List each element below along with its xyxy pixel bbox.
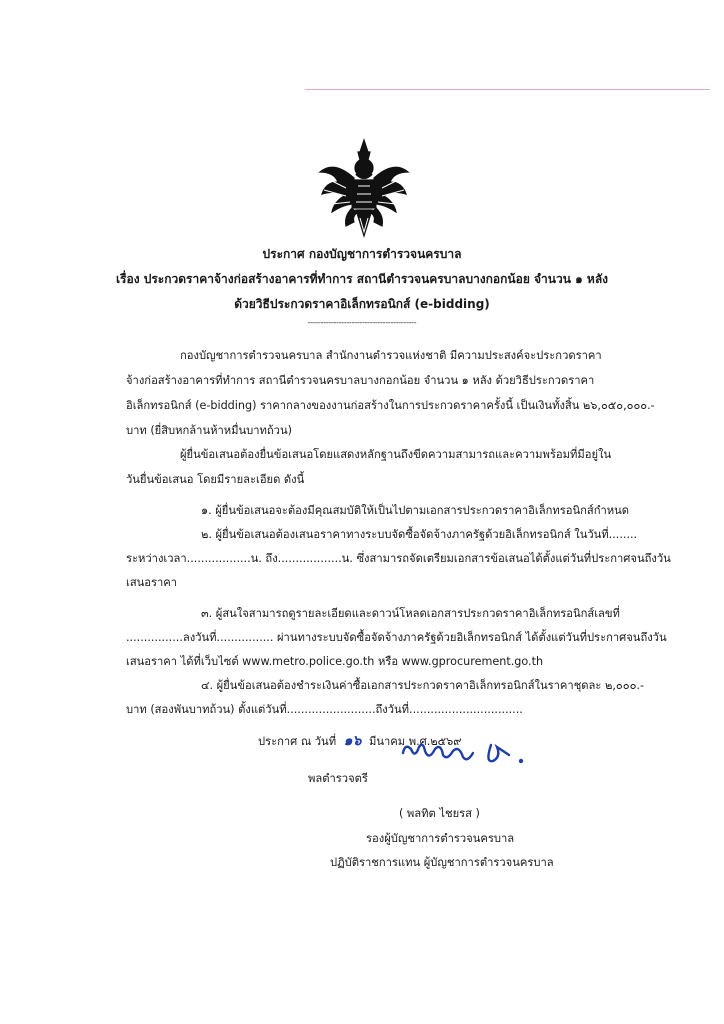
item-3-line: ๓. ผู้สนใจสามารถดูรายละเอียดและดาวน์โหลดเอกสารประกวดราคาอิเล็กทรอนิกส์เลขที่ xyxy=(201,607,620,620)
date-prefix: ประกาศ ณ วันที่ xyxy=(258,735,337,748)
paragraph-2-line: วันยื่นข้อเสนอ โดยมีรายละเอียด ดังนี้ xyxy=(126,473,305,486)
paragraph-1-line: อิเล็กทรอนิกส์ (e-bidding) ราคากลางของงานก่อสร้างในการประกวดราคาครั้งนี้ เป็นเงินทั้งสิ้น ๒๖,๐๕๐,๐๐๐.- xyxy=(126,399,655,412)
signer-name: ( พลทิต ไชยรส ) xyxy=(399,807,480,820)
signer-rank: พลตำรวจตรี xyxy=(308,772,368,785)
paragraph-2-line: ผู้ยื่นข้อเสนอต้องยื่นข้อเสนอโดยแสดงหลักฐานถึงขีดความสามารถและความพร้อมที่มีอยู่ใน xyxy=(180,448,612,461)
top-divider xyxy=(305,89,710,90)
header-separator: ------------------------------------------ xyxy=(307,318,417,327)
item-3-line: เสนอราคา ได้ที่เว็บไซต์ www.metro.police.go.th หรือ www.gprocurement.go.th xyxy=(126,655,544,668)
title-line-3-text: ด้วยวิธีประกวดราคาอิเล็กทรอนิกส์ (e-bidding) xyxy=(234,297,490,311)
item-4-line: บาท (สองพันบาทถ้วน) ตั้งแต่วันที่.........................ถึงวันที่................................ xyxy=(126,703,523,716)
paragraph-1-line: จ้างก่อสร้างอาคารที่ทำการ สถานีตำรวจนครบาลบางกอกน้อย จำนวน ๑ หลัง ด้วยวิธีประกวดราคา xyxy=(126,374,595,387)
title-line-2: เรื่อง ประกวดราคาจ้างก่อสร้างอาคารที่ทำการ สถานีตำรวจนครบาลบางกอกน้อย จำนวน ๑ หลัง xyxy=(115,272,609,286)
date-day-handwritten: ๑๖ xyxy=(343,733,362,749)
signer-position-1: รองผู้บัญชาการตำรวจนครบาล xyxy=(366,832,515,845)
item-1-line: ๑. ผู้ยื่นข้อเสนอจะต้องมีคุณสมบัติให้เป็นไปตามเอกสารประกวดราคาอิเล็กทรอนิกส์กำหนด xyxy=(201,504,630,517)
item-3-line: ................ลงวันที่................ ผ่านทางระบบจัดซื้อจัดจ้างภาครัฐด้วยอิเล็กทรอนิกส์ ได้ตั้งแต่วันที่ประกาศจนถึงวัน xyxy=(126,631,667,644)
garuda-emblem-icon xyxy=(316,138,412,238)
item-2-line: ระหว่างเวลา..................น. ถึง..................น. ซึ่งสามารถจัดเตรียมเอกสารข้อเสนอได้ตั้งแต่วันที่ประกาศจนถึงวัน xyxy=(126,552,671,565)
paragraph-1-line: บาท (ยี่สิบหกล้านห้าหมื่นบาทถ้วน) xyxy=(126,424,292,437)
signer-position-2: ปฏิบัติราชการแทน ผู้บัญชาการตำรวจนครบาล xyxy=(330,856,554,869)
handwritten-signature xyxy=(393,733,543,777)
date-suffix: มีนาคม พ.ศ.๒๕๖๙ xyxy=(368,735,462,748)
title-line-3 xyxy=(0,294,724,314)
item-2-line: เสนอราคา xyxy=(126,576,178,589)
title-line-1: ประกาศ กองบัญชาการตำรวจนครบาล xyxy=(262,247,462,261)
paragraph-1-line: กองบัญชาการตำรวจนครบาล สำนักงานตำรวจแห่งชาติ มีความประสงค์จะประกวดราคา xyxy=(180,349,602,362)
item-2-line: ๒. ผู้ยื่นข้อเสนอต้องเสนอราคาทางระบบจัดซื้อจัดจ้างภาครัฐด้วยอิเล็กทรอนิกส์ ในวันที่........ xyxy=(201,528,638,541)
item-4-line: ๔. ผู้ยื่นข้อเสนอต้องชำระเงินค่าซื้อเอกสารประกวดราคาอิเล็กทรอนิกส์ในราคาชุดละ ๒,๐๐๐.- xyxy=(201,679,644,692)
